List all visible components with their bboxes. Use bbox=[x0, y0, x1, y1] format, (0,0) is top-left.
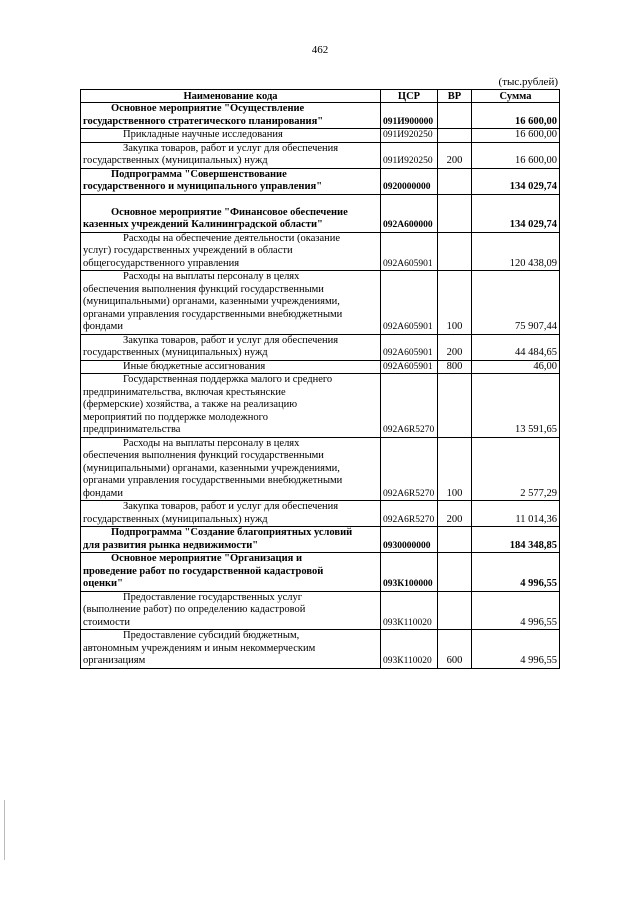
row-code: 0920000000 bbox=[381, 168, 438, 194]
row-name bbox=[81, 553, 381, 592]
row-name-line: органами управления государственными внебюджетными bbox=[83, 308, 343, 320]
row-code: 091И900000 bbox=[381, 103, 438, 129]
row-sum: 134 029,74 bbox=[472, 194, 560, 232]
table-row bbox=[81, 103, 560, 129]
table-body bbox=[81, 103, 560, 669]
row-sum: 4 996,55 bbox=[472, 630, 560, 669]
row-vr bbox=[438, 103, 472, 129]
table-header-row bbox=[81, 90, 560, 103]
row-code: 093К110020 bbox=[381, 591, 438, 630]
row-name bbox=[81, 334, 381, 360]
row-name bbox=[81, 142, 381, 168]
row-sum: 13 591,65 bbox=[472, 374, 560, 438]
row-name-line: оценки" bbox=[83, 578, 123, 589]
row-name-line: государственного и муниципального управления" bbox=[83, 181, 323, 192]
table-row bbox=[81, 527, 560, 553]
table-row bbox=[81, 591, 560, 630]
row-name-line: казенных учреждений Калининградской области" bbox=[83, 219, 323, 230]
row-name-line: государственных (муниципальных) нужд bbox=[83, 347, 268, 358]
row-name-line: (выполнение работ) по определению кадастровой bbox=[83, 604, 306, 615]
row-vr bbox=[438, 168, 472, 194]
row-sum: 4 996,55 bbox=[472, 591, 560, 630]
row-vr bbox=[438, 232, 472, 271]
row-name-line: Расходы на выплаты персоналу в целях bbox=[123, 437, 300, 449]
row-name-line: Иные бюджетные ассигнования bbox=[123, 360, 266, 372]
table-row bbox=[81, 232, 560, 271]
table-row bbox=[81, 334, 560, 360]
row-vr: 600 bbox=[438, 630, 472, 669]
row-vr: 100 bbox=[438, 437, 472, 501]
table-row bbox=[81, 168, 560, 194]
row-name bbox=[81, 271, 381, 335]
row-name-line: (муниципальными) органами, казенными учреждениями, bbox=[83, 296, 340, 307]
row-sum: 46,00 bbox=[472, 360, 560, 374]
row-code: 092А605901 bbox=[381, 334, 438, 360]
row-name bbox=[81, 527, 381, 553]
row-name-line: Основное мероприятие "Осуществление bbox=[111, 103, 305, 114]
row-name-line: услуг) государственных учреждений в области bbox=[83, 245, 293, 256]
row-name bbox=[81, 630, 381, 669]
row-code: 092А6R5270 bbox=[381, 437, 438, 501]
budget-table bbox=[80, 89, 560, 669]
units-label: (тыс.рублей) bbox=[498, 76, 558, 88]
row-name-line: Основное мероприятие "Организация и bbox=[111, 553, 303, 564]
row-sum: 4 996,55 bbox=[472, 553, 560, 592]
row-name bbox=[81, 194, 381, 232]
row-sum: 16 600,00 bbox=[472, 129, 560, 143]
row-code: 092А605901 bbox=[381, 271, 438, 335]
table-row bbox=[81, 360, 560, 374]
row-name-line: Подпрограмма "Создание благоприятных условий bbox=[111, 527, 353, 538]
row-name-line: Закупка товаров, работ и услуг для обеспечения bbox=[123, 334, 339, 346]
table-row bbox=[81, 630, 560, 669]
row-name-line: фондами bbox=[83, 487, 123, 499]
row-name-line: Расходы на обеспечение деятельности (оказание bbox=[123, 232, 341, 244]
row-name-line: Подпрограмма "Совершенствование bbox=[111, 168, 287, 180]
row-name-line: государственных (муниципальных) нужд bbox=[83, 513, 268, 525]
row-vr: 200 bbox=[438, 501, 472, 527]
row-sum: 11 014,36 bbox=[472, 501, 560, 527]
row-name bbox=[81, 129, 381, 143]
table-row bbox=[81, 142, 560, 168]
row-vr bbox=[438, 129, 472, 143]
header-code: ЦСР bbox=[381, 90, 438, 103]
row-sum: 16 600,00 bbox=[472, 103, 560, 129]
row-name-line: предпринимательства, включая крестьянские bbox=[83, 386, 286, 398]
row-sum: 16 600,00 bbox=[472, 142, 560, 168]
row-name bbox=[81, 374, 381, 438]
row-name-line: органами управления государственными внебюджетными bbox=[83, 475, 343, 486]
table-row bbox=[81, 437, 560, 501]
header-sum: Сумма bbox=[472, 90, 560, 103]
row-name-line: организациям bbox=[83, 655, 146, 666]
row-code: 093К110020 bbox=[381, 630, 438, 669]
table-row bbox=[81, 271, 560, 335]
header-vr: ВР bbox=[438, 90, 472, 103]
row-name-line: мероприятий по поддержке молодежного bbox=[83, 411, 268, 423]
table-row bbox=[81, 553, 560, 592]
row-vr bbox=[438, 553, 472, 592]
row-name bbox=[81, 168, 381, 194]
table-row bbox=[81, 129, 560, 143]
row-sum: 44 484,65 bbox=[472, 334, 560, 360]
row-name bbox=[81, 501, 381, 527]
row-sum: 2 577,29 bbox=[472, 437, 560, 501]
row-name-line: общегосударственного управления bbox=[83, 257, 240, 269]
row-vr bbox=[438, 527, 472, 553]
row-code: 092А605901 bbox=[381, 360, 438, 374]
row-code: 092А600000 bbox=[381, 194, 438, 232]
row-vr: 200 bbox=[438, 334, 472, 360]
row-name-line: государственного стратегического планирования" bbox=[83, 115, 324, 127]
row-code: 092А6R5270 bbox=[381, 501, 438, 527]
row-vr: 100 bbox=[438, 271, 472, 335]
table-row bbox=[81, 194, 560, 232]
row-sum: 134 029,74 bbox=[472, 168, 560, 194]
row-vr bbox=[438, 194, 472, 232]
row-sum: 120 438,09 bbox=[472, 232, 560, 271]
row-name-line: Государственная поддержка малого и среднего bbox=[123, 374, 333, 385]
row-name-line: Основное мероприятие "Финансовое обеспечение bbox=[111, 206, 348, 218]
row-name bbox=[81, 591, 381, 630]
row-name-line: предпринимательства bbox=[83, 424, 181, 435]
row-vr bbox=[438, 591, 472, 630]
row-code: 091И920250 bbox=[381, 129, 438, 143]
row-vr: 200 bbox=[438, 142, 472, 168]
row-name bbox=[81, 103, 381, 129]
row-name-line: Предоставление субсидий бюджетным, bbox=[123, 630, 300, 641]
row-name-line: Расходы на выплаты персоналу в целях bbox=[123, 271, 300, 282]
row-name-line: (фермерские) хозяйства, а также на реализацию bbox=[83, 399, 298, 410]
scan-margin-mark bbox=[4, 800, 5, 860]
row-name-line: (муниципальными) органами, казенными учреждениями, bbox=[83, 462, 340, 474]
row-name-line: обеспечения выполнения функций государственными bbox=[83, 283, 324, 295]
row-name-line: Прикладные научные исследования bbox=[123, 129, 283, 140]
row-code: 092А605901 bbox=[381, 232, 438, 271]
row-code: 093К100000 bbox=[381, 553, 438, 592]
row-name-line: Закупка товаров, работ и услуг для обеспечения bbox=[123, 501, 339, 512]
row-name-line: обеспечения выполнения функций государственными bbox=[83, 450, 324, 461]
row-name bbox=[81, 360, 381, 374]
row-name-line: Предоставление государственных услуг bbox=[123, 591, 303, 603]
row-name-line: стоимости bbox=[83, 616, 131, 628]
row-name-line: Закупка товаров, работ и услуг для обеспечения bbox=[123, 142, 339, 154]
row-name-line: автономным учреждениям и иным некоммерческим bbox=[83, 642, 316, 654]
row-sum: 75 907,44 bbox=[472, 271, 560, 335]
row-name-line: проведение работ по государственной кадастровой bbox=[83, 565, 324, 577]
row-name-line: фондами bbox=[83, 321, 123, 332]
row-name bbox=[81, 232, 381, 271]
page-number: 462 bbox=[311, 44, 329, 56]
table-row bbox=[81, 501, 560, 527]
row-name-line: государственных (муниципальных) нужд bbox=[83, 155, 268, 166]
row-vr bbox=[438, 374, 472, 438]
table-row bbox=[81, 374, 560, 438]
row-sum: 184 348,85 bbox=[472, 527, 560, 553]
row-vr: 800 bbox=[438, 360, 472, 374]
header-name: Наименование кода bbox=[81, 90, 381, 103]
row-code: 0930000000 bbox=[381, 527, 438, 553]
row-name-line: для развития рынка недвижимости" bbox=[83, 539, 259, 551]
row-name bbox=[81, 437, 381, 501]
row-code: 091И920250 bbox=[381, 142, 438, 168]
row-code: 092А6R5270 bbox=[381, 374, 438, 438]
